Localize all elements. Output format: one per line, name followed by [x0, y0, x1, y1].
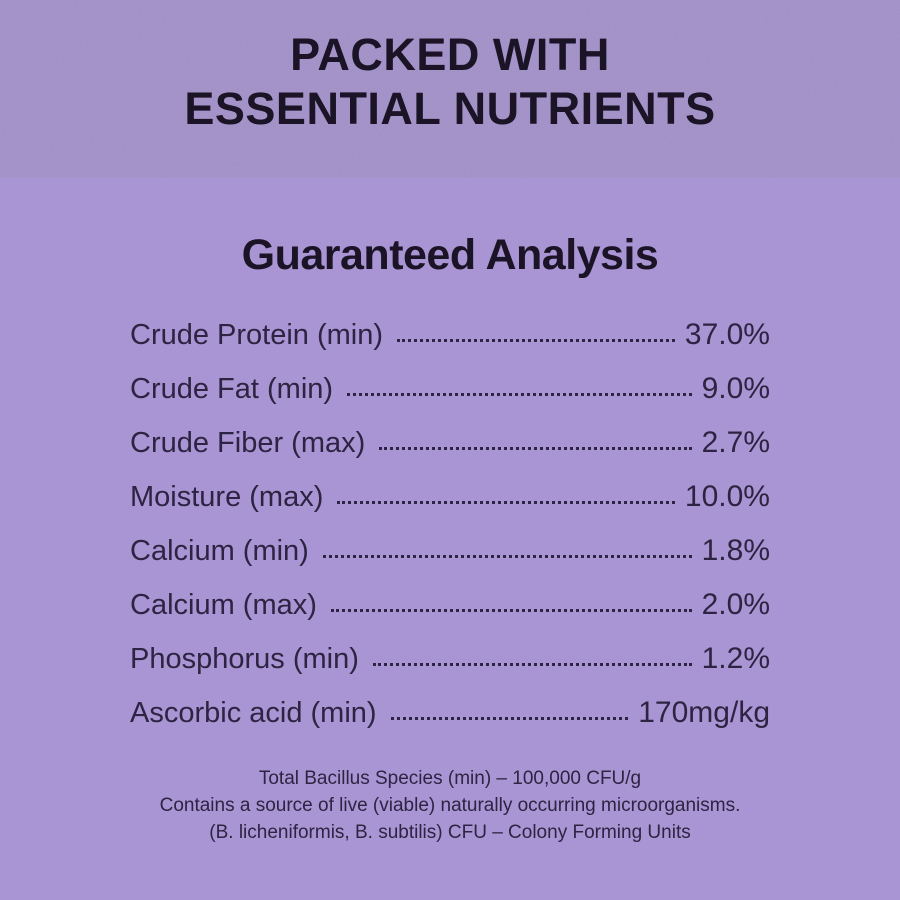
dotted-leader: [347, 393, 692, 396]
nutrient-row: [130, 687, 770, 741]
nutrient-label: Moisture (max): [130, 481, 324, 513]
dotted-leader: [323, 555, 692, 558]
dotted-leader: [331, 609, 692, 612]
guaranteed-analysis-section: [0, 178, 900, 846]
nutrient-label: Crude Fat (min): [130, 373, 334, 405]
footnote-bacillus: Total Bacillus Species (min) – 100,000 CFU/g: [258, 768, 642, 789]
nutrient-value: 10.0%: [684, 480, 770, 513]
nutrient-row: [130, 417, 770, 471]
footnote-microorganisms: Contains a source of live (viable) naturally occurring microorganisms.: [159, 795, 741, 816]
dotted-leader: [397, 339, 675, 342]
nutrient-row: [130, 471, 770, 525]
nutrient-row: [130, 309, 770, 363]
nutrient-label: Calcium (min): [130, 535, 309, 567]
banner-headline-line1: PACKED WITH: [290, 29, 610, 80]
dotted-leader: [373, 663, 692, 666]
nutrient-label: Crude Protein (min): [130, 319, 384, 351]
nutrient-value: 37.0%: [684, 318, 770, 351]
nutrient-row: [130, 633, 770, 687]
footnote-cfu-definition: (B. licheniformis, B. subtilis) CFU – Colony Forming Units: [209, 822, 691, 843]
nutrient-value: 1.8%: [701, 534, 770, 567]
section-title: Guaranteed Analysis: [241, 231, 659, 279]
dotted-leader: [391, 717, 629, 720]
nutrient-value: 170mg/kg: [638, 696, 770, 729]
nutrient-row: [130, 525, 770, 579]
nutrient-table: [130, 309, 770, 741]
nutrient-label: Ascorbic acid (min): [130, 697, 377, 729]
banner: [0, 0, 900, 178]
banner-headline-line2: ESSENTIAL NUTRIENTS: [184, 83, 716, 134]
nutrient-label: Phosphorus (min): [130, 643, 359, 675]
nutrient-row: [130, 579, 770, 633]
nutrient-row: [130, 363, 770, 417]
nutrient-value: 9.0%: [701, 372, 770, 405]
nutrient-value: 1.2%: [701, 642, 770, 675]
footnotes: [0, 765, 900, 846]
nutrient-label: Crude Fiber (max): [130, 427, 366, 459]
dotted-leader: [379, 447, 691, 450]
banner-headline: [0, 0, 900, 136]
nutrient-value: 2.7%: [701, 426, 770, 459]
nutrient-label: Calcium (max): [130, 589, 317, 621]
nutrient-value: 2.0%: [701, 588, 770, 621]
dotted-leader: [337, 501, 675, 504]
